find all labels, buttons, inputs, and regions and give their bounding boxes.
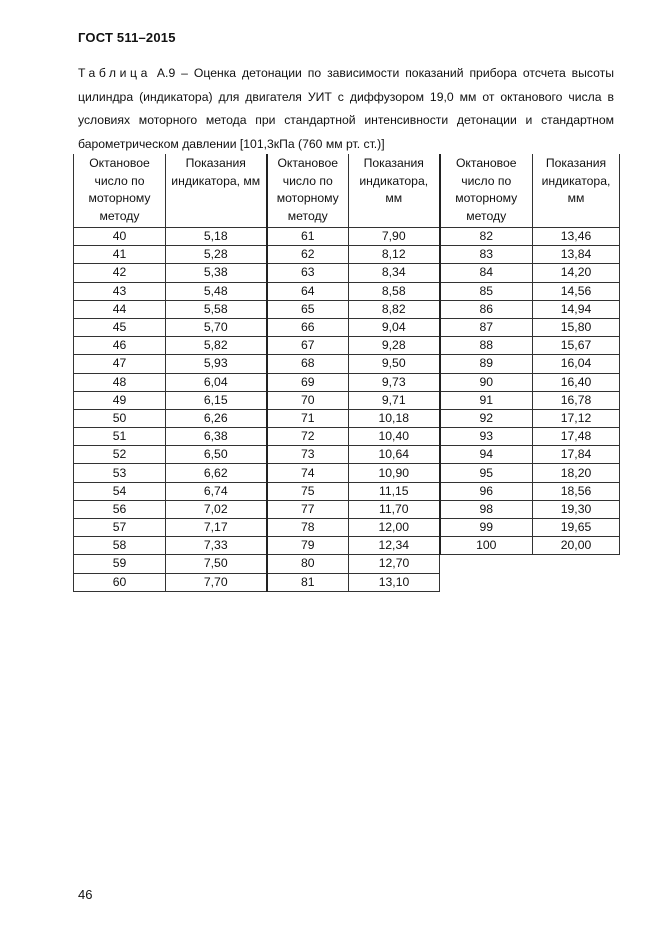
octane-number-cell: 40 bbox=[74, 228, 166, 246]
indicator-reading-cell: 8,12 bbox=[349, 246, 440, 264]
octane-number-cell: 61 bbox=[267, 228, 349, 246]
indicator-reading-cell: 7,70 bbox=[166, 573, 267, 591]
octane-number-cell: 88 bbox=[440, 337, 533, 355]
table-row bbox=[74, 482, 620, 500]
table-row bbox=[74, 373, 620, 391]
table-caption-text: А.9 – Оценка детонации по зависимости показаний прибора отсчета высоты цилиндра (индикатора) для двигателя УИТ с диффузором 19,0 мм от октанового числа в условиях моторного метода при стандартной интенсивности детонации и стандартном барометрическом давлении [101,3кПа (760 мм рт. ст.)] bbox=[78, 66, 614, 151]
octane-number-cell: 96 bbox=[440, 482, 533, 500]
table-row bbox=[74, 391, 620, 409]
indicator-reading-cell: 8,58 bbox=[349, 282, 440, 300]
indicator-reading-cell: 7,17 bbox=[166, 519, 267, 537]
indicator-reading-cell: 9,73 bbox=[349, 373, 440, 391]
indicator-reading-cell: 12,00 bbox=[349, 519, 440, 537]
indicator-reading-cell: 5,82 bbox=[166, 337, 267, 355]
indicator-reading-cell: 16,78 bbox=[533, 391, 620, 409]
indicator-reading-cell: 19,65 bbox=[533, 519, 620, 537]
octane-number-cell: 63 bbox=[267, 264, 349, 282]
table-row bbox=[74, 573, 620, 591]
indicator-reading-cell: 6,50 bbox=[166, 446, 267, 464]
indicator-reading-cell: 5,70 bbox=[166, 318, 267, 336]
indicator-reading-cell: 6,04 bbox=[166, 373, 267, 391]
indicator-reading-cell: 6,15 bbox=[166, 391, 267, 409]
table-row bbox=[74, 282, 620, 300]
octane-number-cell: 87 bbox=[440, 318, 533, 336]
table-row bbox=[74, 519, 620, 537]
indicator-reading-cell: 10,18 bbox=[349, 409, 440, 427]
indicator-reading-cell: 5,93 bbox=[166, 355, 267, 373]
indicator-reading-cell: 5,18 bbox=[166, 228, 267, 246]
indicator-reading-cell: 6,74 bbox=[166, 482, 267, 500]
column-header-octane: Октановое число по моторному методу bbox=[74, 154, 166, 228]
octane-number-cell: 90 bbox=[440, 373, 533, 391]
indicator-reading-cell: 5,38 bbox=[166, 264, 267, 282]
indicator-reading-cell: 14,56 bbox=[533, 282, 620, 300]
octane-number-cell: 95 bbox=[440, 464, 533, 482]
octane-number-cell: 83 bbox=[440, 246, 533, 264]
table-row bbox=[74, 555, 620, 573]
indicator-reading-cell: 12,70 bbox=[349, 555, 440, 573]
column-header-indicator: Показания индикатора, мм bbox=[166, 154, 267, 228]
octane-number-cell: 53 bbox=[74, 464, 166, 482]
octane-number-cell: 89 bbox=[440, 355, 533, 373]
table-row bbox=[74, 318, 620, 336]
indicator-reading-cell: 15,80 bbox=[533, 318, 620, 336]
octane-number-cell: 58 bbox=[74, 537, 166, 555]
indicator-reading-cell: 14,94 bbox=[533, 300, 620, 318]
indicator-reading-cell: 10,40 bbox=[349, 428, 440, 446]
octane-number-cell: 44 bbox=[74, 300, 166, 318]
octane-number-cell: 77 bbox=[267, 500, 349, 518]
indicator-reading-cell: 13,84 bbox=[533, 246, 620, 264]
octane-number-cell: 65 bbox=[267, 300, 349, 318]
table-row bbox=[74, 409, 620, 427]
octane-number-cell: 82 bbox=[440, 228, 533, 246]
indicator-reading-cell: 14,20 bbox=[533, 264, 620, 282]
indicator-reading-cell: 16,40 bbox=[533, 373, 620, 391]
table-header-row bbox=[74, 154, 620, 228]
octane-number-cell: 46 bbox=[74, 337, 166, 355]
indicator-reading-cell: 8,82 bbox=[349, 300, 440, 318]
octane-number-cell: 92 bbox=[440, 409, 533, 427]
octane-number-cell: 91 bbox=[440, 391, 533, 409]
indicator-reading-cell: 5,48 bbox=[166, 282, 267, 300]
table-caption-label: Таблица bbox=[78, 66, 151, 80]
octane-number-cell: 80 bbox=[267, 555, 349, 573]
column-header-indicator: Показания индикатора, мм bbox=[349, 154, 440, 228]
indicator-reading-cell: 6,38 bbox=[166, 428, 267, 446]
empty-cell bbox=[440, 555, 533, 573]
octane-number-cell: 78 bbox=[267, 519, 349, 537]
empty-cell bbox=[533, 555, 620, 573]
octane-number-cell: 79 bbox=[267, 537, 349, 555]
octane-number-cell: 43 bbox=[74, 282, 166, 300]
document-code: ГОСТ 511–2015 bbox=[78, 30, 176, 45]
octane-number-cell: 86 bbox=[440, 300, 533, 318]
octane-number-cell: 70 bbox=[267, 391, 349, 409]
octane-number-cell: 62 bbox=[267, 246, 349, 264]
empty-cell bbox=[533, 573, 620, 591]
octane-number-cell: 50 bbox=[74, 409, 166, 427]
indicator-reading-cell: 8,34 bbox=[349, 264, 440, 282]
octane-number-cell: 74 bbox=[267, 464, 349, 482]
indicator-reading-cell: 16,04 bbox=[533, 355, 620, 373]
indicator-reading-cell: 12,34 bbox=[349, 537, 440, 555]
indicator-reading-cell: 19,30 bbox=[533, 500, 620, 518]
octane-number-cell: 66 bbox=[267, 318, 349, 336]
table-row bbox=[74, 337, 620, 355]
octane-number-cell: 60 bbox=[74, 573, 166, 591]
indicator-reading-cell: 5,28 bbox=[166, 246, 267, 264]
octane-number-cell: 68 bbox=[267, 355, 349, 373]
indicator-reading-cell: 9,50 bbox=[349, 355, 440, 373]
octane-number-cell: 75 bbox=[267, 482, 349, 500]
indicator-reading-cell: 10,64 bbox=[349, 446, 440, 464]
octane-number-cell: 99 bbox=[440, 519, 533, 537]
column-header-indicator: Показания индикатора, мм bbox=[533, 154, 620, 228]
indicator-reading-cell: 11,15 bbox=[349, 482, 440, 500]
octane-number-cell: 85 bbox=[440, 282, 533, 300]
indicator-reading-cell: 9,04 bbox=[349, 318, 440, 336]
octane-number-cell: 41 bbox=[74, 246, 166, 264]
octane-number-cell: 56 bbox=[74, 500, 166, 518]
octane-number-cell: 42 bbox=[74, 264, 166, 282]
page-number: 46 bbox=[78, 887, 93, 902]
indicator-reading-cell: 7,90 bbox=[349, 228, 440, 246]
octane-number-cell: 93 bbox=[440, 428, 533, 446]
table-body bbox=[74, 228, 620, 592]
table-row bbox=[74, 428, 620, 446]
octane-number-cell: 54 bbox=[74, 482, 166, 500]
octane-number-cell: 81 bbox=[267, 573, 349, 591]
octane-number-cell: 67 bbox=[267, 337, 349, 355]
indicator-reading-cell: 17,84 bbox=[533, 446, 620, 464]
octane-number-cell: 57 bbox=[74, 519, 166, 537]
indicator-reading-cell: 13,46 bbox=[533, 228, 620, 246]
table-row bbox=[74, 464, 620, 482]
indicator-reading-cell: 9,28 bbox=[349, 337, 440, 355]
octane-number-cell: 52 bbox=[74, 446, 166, 464]
indicator-reading-cell: 6,62 bbox=[166, 464, 267, 482]
octane-number-cell: 69 bbox=[267, 373, 349, 391]
octane-number-cell: 73 bbox=[267, 446, 349, 464]
octane-number-cell: 49 bbox=[74, 391, 166, 409]
empty-cell bbox=[440, 573, 533, 591]
octane-indicator-table bbox=[73, 154, 620, 592]
table-row bbox=[74, 537, 620, 555]
table-row bbox=[74, 446, 620, 464]
table-caption bbox=[78, 62, 614, 156]
indicator-reading-cell: 10,90 bbox=[349, 464, 440, 482]
octane-number-cell: 84 bbox=[440, 264, 533, 282]
indicator-reading-cell: 7,02 bbox=[166, 500, 267, 518]
indicator-reading-cell: 11,70 bbox=[349, 500, 440, 518]
table-row bbox=[74, 228, 620, 246]
indicator-reading-cell: 7,33 bbox=[166, 537, 267, 555]
indicator-reading-cell: 18,56 bbox=[533, 482, 620, 500]
table-row bbox=[74, 355, 620, 373]
indicator-reading-cell: 17,12 bbox=[533, 409, 620, 427]
octane-number-cell: 72 bbox=[267, 428, 349, 446]
octane-number-cell: 100 bbox=[440, 537, 533, 555]
octane-number-cell: 94 bbox=[440, 446, 533, 464]
table-row bbox=[74, 500, 620, 518]
octane-number-cell: 64 bbox=[267, 282, 349, 300]
octane-number-cell: 47 bbox=[74, 355, 166, 373]
indicator-reading-cell: 6,26 bbox=[166, 409, 267, 427]
octane-number-cell: 45 bbox=[74, 318, 166, 336]
indicator-reading-cell: 15,67 bbox=[533, 337, 620, 355]
indicator-reading-cell: 18,20 bbox=[533, 464, 620, 482]
indicator-reading-cell: 17,48 bbox=[533, 428, 620, 446]
indicator-reading-cell: 9,71 bbox=[349, 391, 440, 409]
indicator-reading-cell: 13,10 bbox=[349, 573, 440, 591]
octane-number-cell: 48 bbox=[74, 373, 166, 391]
table-row bbox=[74, 300, 620, 318]
indicator-reading-cell: 7,50 bbox=[166, 555, 267, 573]
octane-number-cell: 59 bbox=[74, 555, 166, 573]
column-header-octane: Октановое число по моторному методу bbox=[267, 154, 349, 228]
octane-number-cell: 71 bbox=[267, 409, 349, 427]
indicator-reading-cell: 20,00 bbox=[533, 537, 620, 555]
octane-number-cell: 51 bbox=[74, 428, 166, 446]
indicator-reading-cell: 5,58 bbox=[166, 300, 267, 318]
column-header-octane: Октановое число по моторному методу bbox=[440, 154, 533, 228]
table-row bbox=[74, 246, 620, 264]
octane-number-cell: 98 bbox=[440, 500, 533, 518]
table-row bbox=[74, 264, 620, 282]
